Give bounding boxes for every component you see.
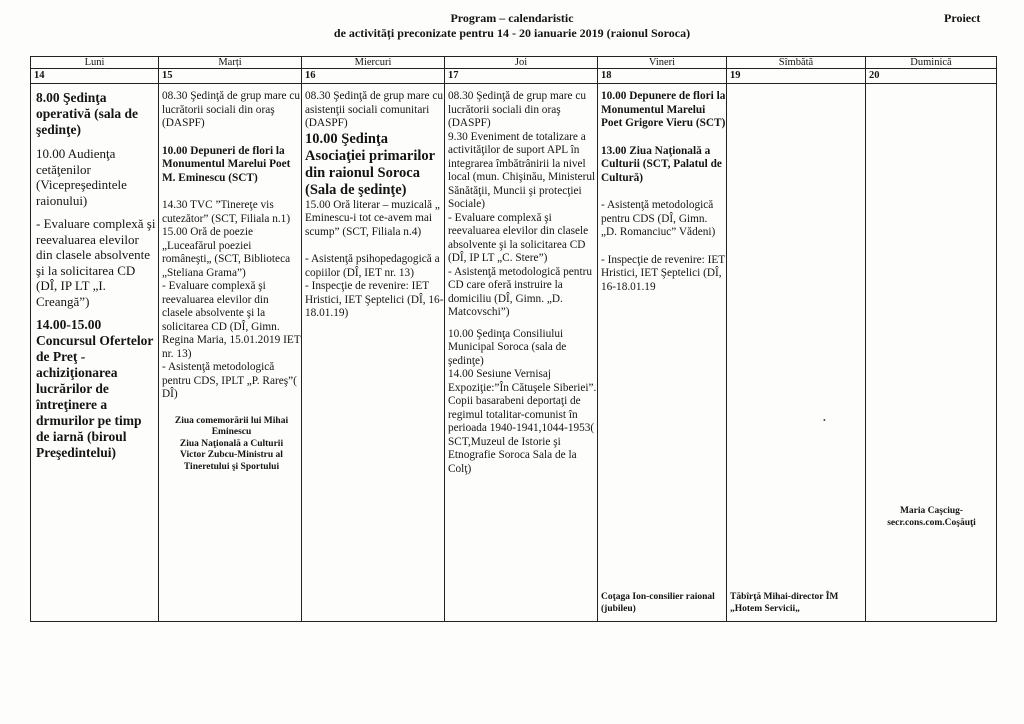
event-text: 10.00 Depunere de flori la Monumentul Marelui Poet Grigore Vieru (SCT) [601, 90, 726, 129]
event-text: 8.00 Şedinţa operativă (sala de şedinţe) [36, 90, 138, 137]
date-row [31, 69, 997, 84]
day-header-tuesday: Marți [159, 57, 302, 69]
event-text: 9.30 Eveniment de totalizare a activităţilor de suport APL în integrarea îmbătrânirii la nivel local (mun. Chişinău, Ministerul Sănătăţii, Muncii şi protecţiei Sociale) [448, 130, 596, 210]
event-text: 14.00-15.00 Concursul Ofertelor de Preţ - achiziţionarea lucrărilor de întreţinere a drmurilor pe timp de iarnă (biroul Preşedintelui) [36, 317, 154, 460]
event-text: (Sala de şedinţe) [305, 181, 407, 198]
day-header-wednesday: Miercuri [302, 57, 445, 69]
date-friday: 18 [598, 69, 727, 84]
date-wednesday: 16 [302, 69, 445, 84]
event-text: 13.00 Ziua Naţională a Culturii (SCT, Palatul de Cultură) [601, 144, 722, 184]
event-text: 08.30 Şedinţă de grup mare cu lucrătorii sociali din oraş (DASPF) [448, 90, 587, 129]
day-header-monday: Luni [31, 57, 159, 69]
event-text: Coţaga Ion-consilier raional (jubileu) [601, 592, 715, 614]
event-text: Ziua Naţională a Culturii [179, 438, 284, 449]
events-monday [31, 84, 159, 622]
events-sunday [866, 84, 997, 622]
date-sunday: 20 [866, 69, 997, 84]
events-row [31, 84, 997, 622]
day-header-sunday: Duminică [866, 57, 997, 69]
event-text: - Evaluare complexă şi reevaluarea elevilor din clasele absolvente şi la solicitarea CD (DÎ, Gimn. Regina Maria, 15.01.2019 IET nr. 13) [162, 280, 301, 360]
day-header-row [31, 57, 997, 69]
event-text: - Evaluare complexă şi reevaluarea elevilor din clasele absolvente şi la solicitarea CD (DÎ, IP LT „I. Creangă”) [36, 216, 156, 309]
event-text: 15.00 Oră de poezie „Luceafărul poeziei româneşti„ (SCT, Biblioteca „Steliana Grama”) [162, 226, 291, 279]
event-text: 15.00 Oră literar – muzicală „ Eminescu-i tot ce-avem mai scump” (SCT, Filiala n.4) [305, 198, 440, 238]
event-text: 10.00 Depuneri de flori la Monumentul Marelui Poet M. Eminescu (SCT) [162, 144, 291, 184]
events-thursday [445, 84, 598, 622]
event-text: - Asistenţă psihopedagogică a copiilor (DÎ, IET nr. 13) [305, 253, 440, 279]
day-header-saturday: Sîmbătă [727, 57, 866, 69]
events-saturday [727, 84, 866, 622]
event-text: - Asistenţă metodologică pentru CDS, IPLT „P. Rareş”( DÎ) [162, 361, 297, 400]
event-text: - Evaluare complexă şi reevaluarea elevilor din clasele absolvente şi la solicitarea CD (DÎ, IP LT „C. Stere”) [448, 211, 589, 264]
event-text: 10.00 Audienţa cetăţenilor (Vicepreşedintele raionului) [36, 146, 127, 208]
event-text: 10.00 Şedinţa Consiliului Municipal Soroca (sala de şedinţe) [448, 327, 567, 367]
event-text: Ziua comemorării lui Mihai Eminescu [174, 415, 289, 437]
event-text: - Asistenţă metodologică pentru CD care oferă instruire la domiciliu (DÎ, Gimn. „D. Matcovschi”) [448, 265, 593, 318]
event-text: - Asistenţă metodologică pentru CDS (DÎ, Gimn. „D. Romanciuc” Vădeni) [601, 199, 716, 238]
event-text: 10.00 Şedinţa Asociaţiei primarilor din raionul Soroca [305, 130, 435, 181]
events-friday [598, 84, 727, 622]
document-subtitle: de activități preconizate pentru 14 - 20 ianuarie 2019 (raionul Soroca) [333, 26, 691, 40]
events-wednesday [302, 84, 445, 622]
event-text: - Inspecţie de revenire: IET Hristici, IET Şeptelici (DÎ, 16-18.01.19 [601, 253, 725, 293]
event-text: Victor Zubcu-Ministru al Tineretului şi Sportului [180, 450, 283, 472]
event-text: - Inspecţie de revenire: IET Hristici, IET Şeptelici (DÎ, 16-18.01.19) [305, 280, 444, 319]
event-text: 08.30 Şedinţă de grup mare cu lucrătorii sociali din oraş (DASPF) [162, 90, 301, 129]
status-label: Proiect [944, 11, 981, 25]
event-text: 14.00 Sesiune Vernisaj Expoziţie:”În Cătuşele Siberiei”. Copii basarabeni deportaţi de regimul totalitar-comunist în perioada 1940-1941,1044-1953( SCT,Muzeul de Istorie şi Etnografie Soroca Sala de la Colţ) [448, 368, 597, 475]
date-saturday: 19 [727, 69, 866, 84]
day-header-friday: Vineri [598, 57, 727, 69]
events-tuesday [159, 84, 302, 622]
document-title: Program – calendaristic [450, 11, 574, 25]
scan-speck: • [823, 416, 826, 425]
date-tuesday: 15 [159, 69, 302, 84]
event-text: 08.30 Şedinţă de grup mare cu asistenţii sociali comunitari (DASPF) [305, 90, 444, 129]
date-monday: 14 [31, 69, 159, 84]
event-text: Maria Caşciug-secr.cons.com.Coşăuţi [887, 506, 976, 528]
date-thursday: 17 [445, 69, 598, 84]
event-text: Tăbîrţă Mihai-director ÎM „Hotem Servicii„ [730, 592, 839, 614]
day-header-thursday: Joi [445, 57, 598, 69]
calendar-table [30, 56, 997, 622]
event-text: 14.30 TVC ”Tinereţe vis cutezător” (SCT, Filiala n.1) [162, 199, 291, 225]
